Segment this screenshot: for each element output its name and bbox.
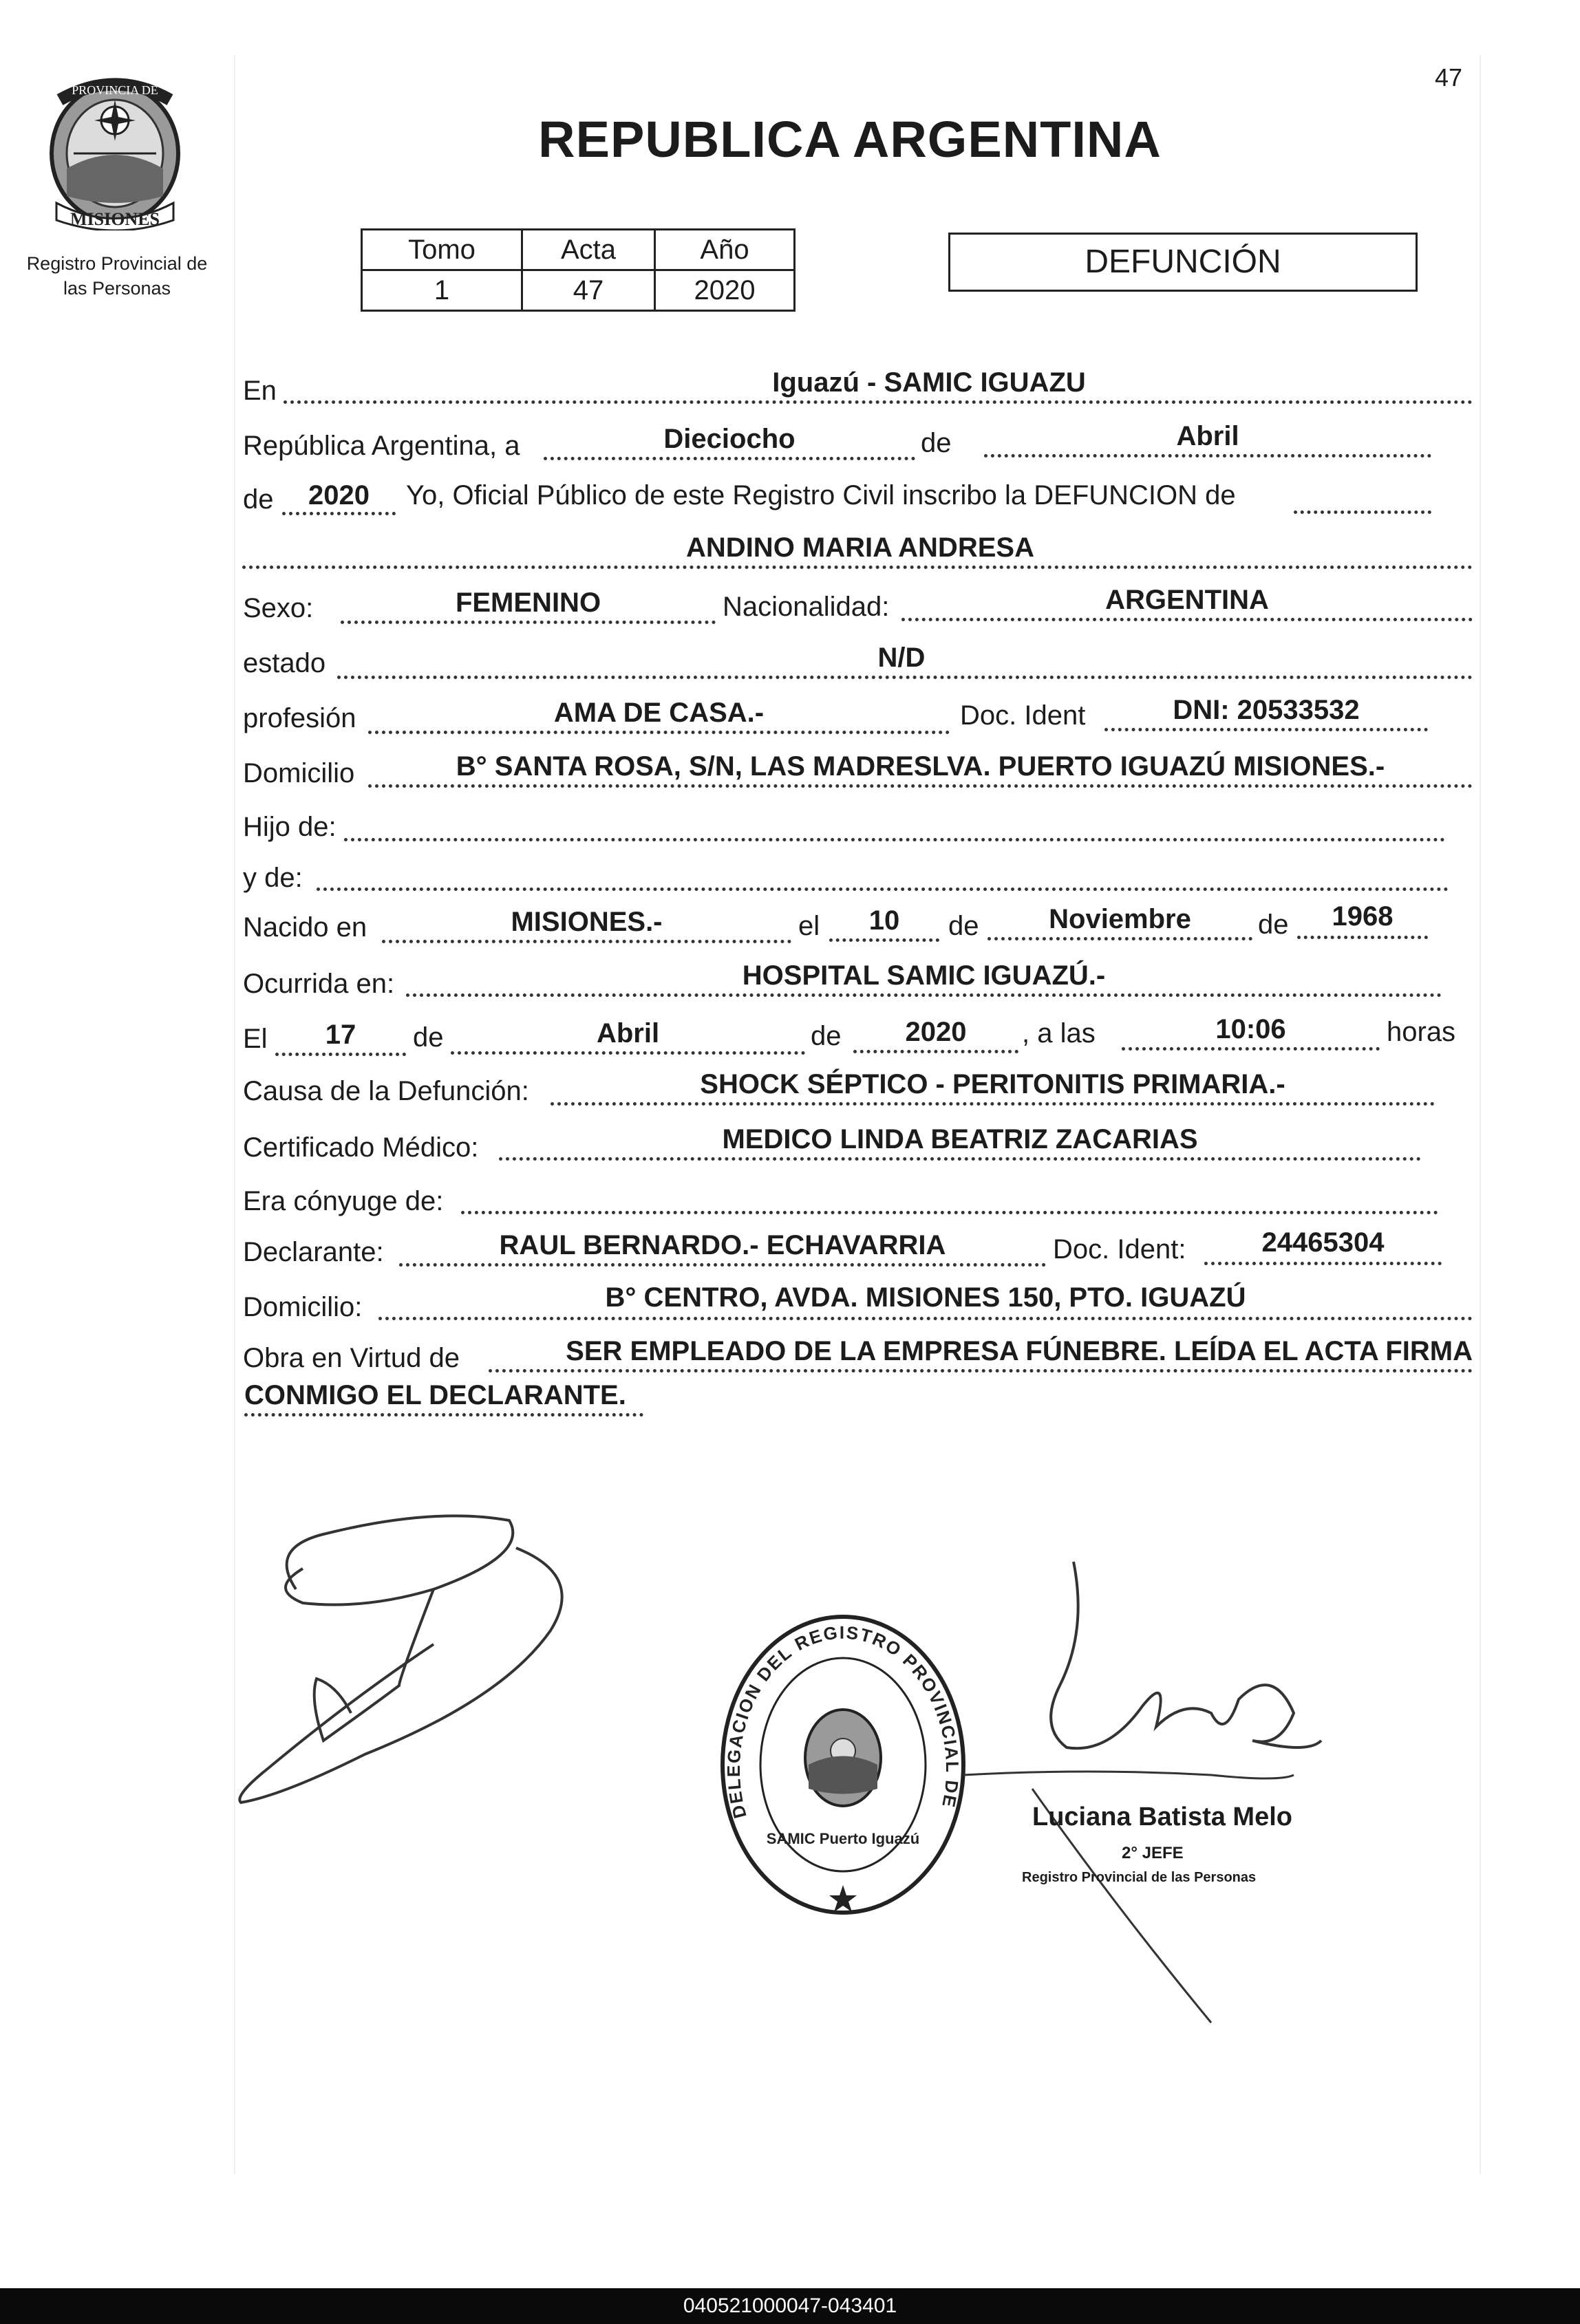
document-code-footer: 040521000047-043401 xyxy=(0,2288,1580,2324)
label-profesion: profesión xyxy=(243,703,356,733)
value-profesion: AMA DE CASA.- xyxy=(553,698,765,728)
tomo-value: 1 xyxy=(362,270,522,311)
intro-text: Yo, Oficial Público de este Registro Civil inscribo la DEFUNCION de xyxy=(406,480,1236,510)
label-nacido-en: Nacido en xyxy=(243,912,367,943)
dotted-line xyxy=(317,887,1449,891)
record-type-box: DEFUNCIÓN xyxy=(948,233,1418,292)
province-coat-of-arms-logo xyxy=(43,72,187,230)
acta-value: 47 xyxy=(522,270,655,311)
label-obra-en-virtud: Obra en Virtud de xyxy=(243,1343,460,1373)
dotted-line xyxy=(1204,1262,1442,1265)
right-margin-line xyxy=(1480,55,1481,2174)
dotted-line xyxy=(544,457,915,460)
dotted-line xyxy=(461,1211,1438,1214)
dotted-line xyxy=(1122,1047,1380,1051)
dotted-line xyxy=(368,784,1473,788)
dotted-line xyxy=(341,621,716,624)
registry-name xyxy=(7,251,227,301)
svg-text:SAMIC Puerto Iguazú: SAMIC Puerto Iguazú xyxy=(766,1830,920,1847)
value-nacido-en: MISIONES.- xyxy=(511,907,663,937)
anio-header: Año xyxy=(655,230,795,270)
value-nacionalidad: ARGENTINA xyxy=(1105,585,1269,615)
value-defuncion-mes: Abril xyxy=(596,1018,660,1048)
value-documento: DNI: 20533532 xyxy=(1173,695,1360,725)
dotted-line xyxy=(282,512,396,515)
dotted-line xyxy=(378,1317,1473,1320)
label-republica: República Argentina, a xyxy=(243,431,520,461)
label-ocurrida-en: Ocurrida en: xyxy=(243,969,395,999)
anio-value: 2020 xyxy=(655,270,795,311)
value-obra-line2: CONMIGO EL DECLARANTE. xyxy=(244,1380,626,1410)
value-lugar: Iguazú - SAMIC IGUAZU xyxy=(772,367,1086,398)
value-anio: 2020 xyxy=(308,480,370,510)
label-estado: estado xyxy=(243,648,326,678)
dotted-line xyxy=(499,1157,1421,1161)
signatory-office: Registro Provincial de las Personas xyxy=(1022,1870,1257,1885)
dotted-line xyxy=(275,1053,406,1056)
dotted-line xyxy=(1297,936,1428,939)
value-declarante-doc: 24465304 xyxy=(1261,1227,1385,1258)
dotted-line xyxy=(242,566,1473,569)
label-doc-ident: Doc. Ident xyxy=(960,700,1086,731)
record-number-table xyxy=(361,228,796,312)
label-conyuge: Era cónyuge de: xyxy=(243,1186,444,1216)
tomo-header: Tomo xyxy=(362,230,522,270)
label-a-las: , a las xyxy=(1022,1018,1096,1048)
dotted-line xyxy=(244,1413,643,1417)
dotted-line xyxy=(901,618,1473,621)
label-el: el xyxy=(798,911,820,941)
dotted-line xyxy=(406,993,1442,997)
label-hijo-de: Hijo de: xyxy=(243,812,337,842)
dotted-line xyxy=(1104,728,1428,731)
dotted-line xyxy=(551,1102,1435,1106)
value-ocurrida-en: HOSPITAL SAMIC IGUAZÚ.- xyxy=(742,960,1106,991)
label-nacionalidad: Nacionalidad: xyxy=(723,592,890,622)
value-dia-letras: Dieciocho xyxy=(663,424,796,454)
label-domicilio-declarante: Domicilio: xyxy=(243,1292,363,1322)
left-margin-line xyxy=(234,55,235,2174)
official-stamp xyxy=(716,1610,970,1919)
svg-text:PROVINCIA DE: PROVINCIA DE xyxy=(72,83,158,97)
dotted-line xyxy=(829,938,939,942)
value-declarante-domicilio: B° CENTRO, AVDA. MISIONES 150, PTO. IGUAZÚ xyxy=(605,1282,1246,1313)
dotted-line xyxy=(853,1050,1018,1053)
label-de: de xyxy=(811,1021,842,1051)
signatory-name: Luciana Batista Melo xyxy=(1032,1803,1292,1831)
value-certificado: MEDICO LINDA BEATRIZ ZACARIAS xyxy=(722,1124,1198,1154)
dotted-line xyxy=(489,1369,1473,1373)
dotted-line xyxy=(399,1263,1046,1267)
dotted-line xyxy=(1294,510,1431,514)
dotted-line xyxy=(451,1051,805,1055)
svg-text:DELEGACION DEL REGISTRO PROVIN: DELEGACION DEL REGISTRO PROVINCIAL DE xyxy=(723,1622,963,1821)
dotted-line xyxy=(344,838,1445,841)
registry-name-line2: las Personas xyxy=(63,278,171,299)
registry-name-line1: Registro Provincial de xyxy=(26,253,208,274)
value-nombre: ANDINO MARIA ANDRESA xyxy=(686,532,1034,563)
value-hora: 10:06 xyxy=(1215,1014,1286,1044)
label-horas: horas xyxy=(1387,1017,1456,1047)
page-number: 47 xyxy=(1435,63,1463,92)
label-de: de xyxy=(948,911,979,941)
dotted-line xyxy=(984,454,1431,458)
value-obra-line1: SER EMPLEADO DE LA EMPRESA FÚNEBRE. LEÍDA EL ACTA FIRMA xyxy=(566,1336,1473,1366)
svg-text:MISIONES: MISIONES xyxy=(70,209,160,229)
label-causa: Causa de la Defunción: xyxy=(243,1076,529,1106)
label-sexo: Sexo: xyxy=(243,593,314,623)
value-declarante: RAUL BERNARDO.- ECHAVARRIA xyxy=(499,1230,946,1260)
label-declarante: Declarante: xyxy=(243,1237,384,1267)
value-domicilio: B° SANTA ROSA, S/N, LAS MADRESLVA. PUERTO IGUAZÚ MISIONES.- xyxy=(456,751,1385,782)
value-nacimiento-mes: Noviembre xyxy=(1049,904,1191,934)
signatory-role: 2° JEFE xyxy=(1122,1844,1184,1862)
label-y-de: y de: xyxy=(243,863,303,893)
declarant-signature xyxy=(227,1507,612,1823)
label-de: de xyxy=(921,428,952,458)
label-en: En xyxy=(243,376,277,406)
label-de: de xyxy=(413,1022,444,1053)
value-estado: N/D xyxy=(877,643,926,673)
value-defuncion-anio: 2020 xyxy=(905,1017,967,1047)
label-el-cap: El xyxy=(243,1024,268,1054)
dotted-line xyxy=(368,731,950,734)
label-de-year: de xyxy=(243,484,274,515)
officer-signature xyxy=(950,1548,1335,2030)
value-nacimiento-dia: 10 xyxy=(868,905,900,936)
value-defuncion-dia: 17 xyxy=(325,1020,356,1050)
label-de: de xyxy=(1258,910,1289,940)
label-doc-ident-declarante: Doc. Ident: xyxy=(1053,1234,1186,1265)
document-title: REPUBLICA ARGENTINA xyxy=(538,111,1162,168)
dotted-line xyxy=(284,400,1473,404)
dotted-line xyxy=(988,937,1252,940)
dotted-line xyxy=(382,940,791,943)
value-nacimiento-anio: 1968 xyxy=(1332,901,1394,932)
value-sexo: FEMENINO xyxy=(455,588,601,618)
value-causa: SHOCK SÉPTICO - PERITONITIS PRIMARIA.- xyxy=(700,1069,1285,1099)
label-certificado: Certificado Médico: xyxy=(243,1132,479,1163)
acta-header: Acta xyxy=(522,230,655,270)
dotted-line xyxy=(337,676,1473,679)
label-domicilio: Domicilio xyxy=(243,758,355,788)
value-mes: Abril xyxy=(1176,421,1239,451)
